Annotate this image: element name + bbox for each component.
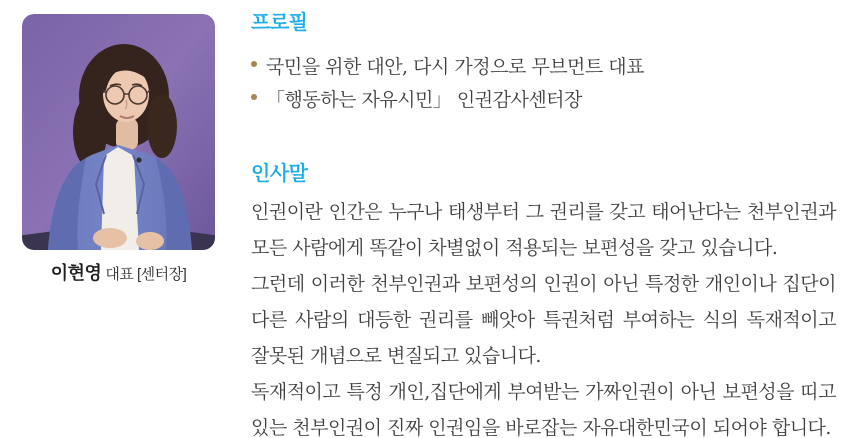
greeting-paragraph: 그런데 이러한 천부인권과 보편성의 인권이 아닌 특정한 개인이나 집단이 다른 사람의 대등한 권리를 빼앗아 특권처럼 부여하는 식의 독재적이고 잘못된 개념으로 변질되고 있습니다. — [251, 273, 836, 367]
photo-column — [0, 0, 237, 438]
photo-caption — [22, 259, 215, 285]
profile-list-item-text: 「행동하는 자유시민」 인권감사센터장 — [266, 89, 582, 111]
profile-list — [251, 51, 836, 117]
person-name: 이현영 — [50, 263, 102, 283]
content-column — [237, 0, 848, 438]
bullet-dot-icon — [251, 94, 257, 100]
person-title: 대표 [센터장] — [105, 266, 187, 283]
profile-section-heading: 프로필 — [251, 12, 308, 34]
greeting-text — [251, 194, 836, 438]
profile-list-item — [251, 84, 836, 117]
profile-list-item — [251, 51, 836, 84]
greeting-paragraph: 독재적이고 특정 개인,집단에게 부여받는 가짜인권이 아닌 보편성을 띠고 있는 천부인권이 진짜 인권임을 바로잡는 자유대한민국이 되어야 합니다. — [251, 381, 836, 438]
profile-photo — [22, 14, 215, 250]
bullet-dot-icon — [251, 61, 257, 67]
profile-list-item-text: 국민을 위한 대안, 다시 가정으로 무브먼트 대표 — [266, 56, 645, 78]
greeting-paragraph: 인권이란 인간은 누구나 태생부터 그 권리를 갖고 태어난다는 천부인권과 모든 사람에게 똑같이 차별없이 적용되는 보편성을 갖고 있습니다. — [251, 201, 836, 259]
portrait-illustration — [22, 14, 215, 250]
greeting-section-heading: 인사말 — [251, 163, 308, 185]
